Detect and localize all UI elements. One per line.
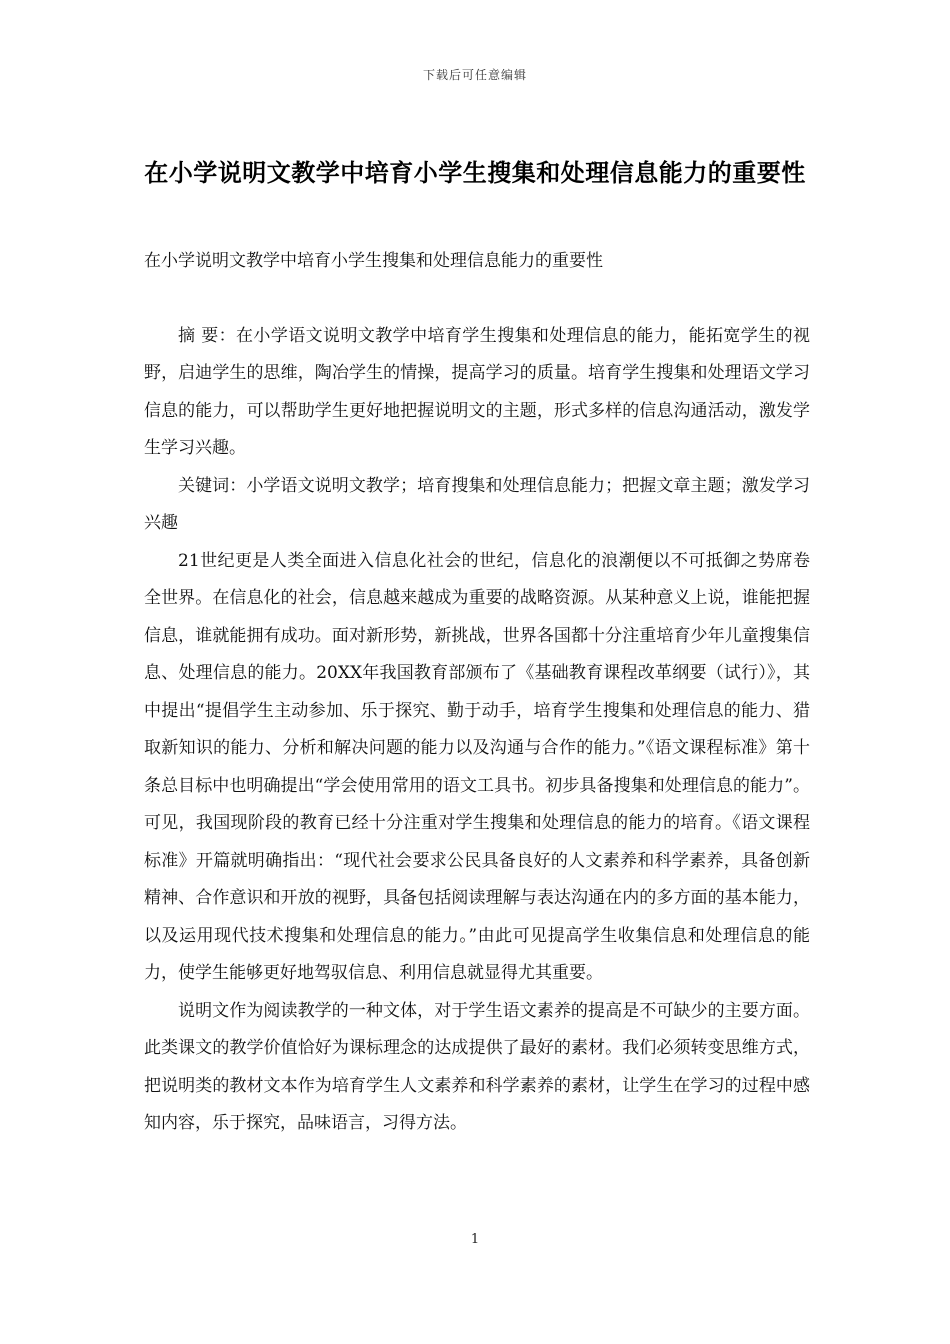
body-paragraph: 21世纪更是人类全面进入信息化社会的世纪，信息化的浪潮便以不可抵御之势席卷全世界。在信息化的社会，信息越来越成为重要的战略资源。从某种意义上说，谁能把握信息，谁就能拥有成功。面对新形势，新挑战，世界各国都十分注重培育少年儿童搜集信息、处理信息的能力。20XX年我国教育部颁布了《基础教育课程改革纲要（试行）》，其中提出“提倡学生主动参加、乐于探究、勤于动手，培育学生搜集和处理信息的能力、猎取新知识的能力、分析和解决问题的能力以及沟通与合作的能力。”《语文课程标准》第十条总目标中也明确提出“学会使用常用的语文工具书。初步具备搜集和处理信息的能力”。可见，我国现阶段的教育已经十分注重对学生搜集和处理信息的能力的培育。《语文课程标准》开篇就明确指出：“现代社会要求公民具备良好的人文素养和科学素养，具备创新精神、合作意识和开放的视野，具备包括阅读理解与表达沟通在内的多方面的基本能力，以及运用现代技术搜集和处理信息的能力。”由此可见提高学生收集信息和处理信息的能力，使学生能够更好地驾驭信息、利用信息就显得尤其重要。: [144, 550, 810, 983]
header-note: 下载后可任意编辑: [422, 68, 527, 82]
document-subtitle: 在小学说明文教学中培育小学生搜集和处理信息能力的重要性: [144, 251, 603, 271]
abstract-paragraph: 摘 要：在小学语文说明文教学中培育学生搜集和处理信息的能力，能拓宽学生的视野，启迪学生的思维，陶冶学生的情操，提高学习的质量。培育学生搜集和处理语文学习信息的能力，可以帮助学生更好地把握说明文的主题，形式多样的信息沟通活动，激发学生学习兴趣。: [144, 325, 810, 458]
page-number: 1: [470, 1232, 480, 1247]
document-title: 在小学说明文教学中培育小学生搜集和处理信息能力的重要性: [144, 159, 806, 187]
document-body: [144, 243, 810, 1143]
body-paragraph: 说明文作为阅读教学的一种文体，对于学生语文素养的提高是不可缺少的主要方面。此类课文的教学价值恰好为课标理念的达成提供了最好的素材。我们必须转变思维方式，把说明类的教材文本作为培育学生人文素养和科学素养的素材，让学生在学习的过程中感知内容，乐于探究，品味语言，习得方法。: [144, 1000, 810, 1133]
keywords-paragraph: 关键词：小学语文说明文教学；培育搜集和处理信息能力；把握文章主题；激发学习兴趣: [144, 475, 810, 533]
